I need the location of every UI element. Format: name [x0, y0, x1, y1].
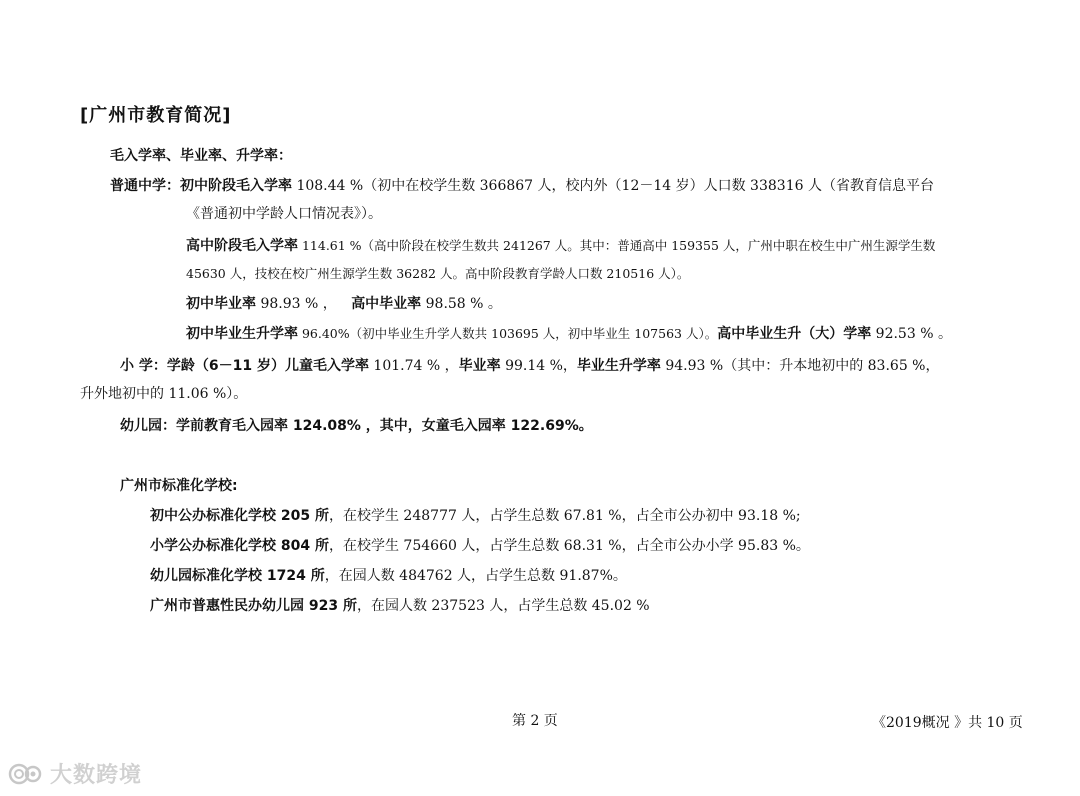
standard-row-text: ，在园人数 237523 人，占学生总数 45.02 % — [356, 598, 650, 614]
junior-promo-text: 96.40%（初中毕业生升学人数共 103695 人，初中毕业生 107563 人）。 — [298, 326, 718, 341]
standard-schools-heading: 广州市标准化学校: — [120, 478, 238, 494]
primary-label: 小 学： — [120, 358, 167, 374]
graduation-rates-line — [186, 294, 502, 314]
senior-grad-label: 高中毕业率 — [351, 296, 422, 312]
primary-promo-label: 毕业生升学率 — [576, 358, 661, 374]
standard-row — [150, 596, 650, 616]
junior-grad-value: 98.93 % ， — [256, 296, 337, 312]
junior-promo-label: 初中毕业生升学率 — [186, 326, 298, 342]
middle-school-label: 普通中学： — [110, 178, 180, 194]
standard-row-text: ，在校学生 754660 人，占学生总数 68.31 %，占全市公办小学 95.83 %。 — [328, 538, 810, 554]
primary-enroll-label: 学龄（6－11 岁）儿童毛入学率 — [166, 358, 369, 374]
watermark-text: 大数跨境 — [50, 763, 143, 788]
standard-row-label: 幼儿园标准化学校 1724 所 — [150, 568, 325, 584]
camera-lens-icon — [8, 761, 44, 787]
kindergarten-line — [120, 416, 593, 436]
primary-promo-text: 94.93 %（其中：升本地初中的 83.65 %， — [660, 358, 940, 374]
primary-grad-value: 99.14 %， — [500, 358, 577, 374]
standard-row-label: 广州市普惠性民办幼儿园 923 所 — [150, 598, 357, 614]
primary-enroll-value: 101.74 % ， — [368, 358, 459, 374]
senior-enroll-label: 高中阶段毛入学率 — [186, 238, 298, 254]
junior-grad-label: 初中毕业率 — [186, 296, 256, 312]
kindergarten-label: 幼儿园： — [120, 418, 176, 434]
senior-enroll-line-2: 45630 人，技校在校广州生源学生数 36282 人。高中阶段教育学龄人口数 210516 人）。 — [186, 266, 690, 281]
promotion-rates-line — [186, 324, 952, 344]
senior-enroll-line-1 — [186, 236, 935, 256]
standard-row — [150, 506, 801, 526]
middle-school-line-1 — [110, 176, 934, 196]
junior-enroll-text: 108.44 %（初中在校学生数 366867 人，校内外（12－14 岁）人口数 338316 人（省教育信息平台 — [292, 178, 934, 194]
standard-row-text: ，在园人数 484762 人，占学生总数 91.87%。 — [324, 568, 627, 584]
senior-promo-label: 高中毕业生升（大）学率 — [717, 326, 872, 342]
rates-heading: 毛入学率、毕业率、升学率： — [110, 148, 292, 164]
watermark — [8, 758, 142, 789]
primary-line-2: 升外地初中的 11.06 %）。 — [80, 386, 248, 402]
standard-row — [150, 536, 810, 556]
page-total: 《2019概况 》共 10 页 — [872, 715, 1023, 731]
junior-enroll-label: 初中阶段毛入学率 — [180, 178, 292, 194]
page-title: [广州市教育简况] — [80, 105, 232, 126]
standard-row — [150, 566, 627, 586]
senior-grad-value: 98.58 % 。 — [421, 296, 502, 312]
senior-promo-value: 92.53 % 。 — [871, 326, 952, 342]
standard-row-text: ，在校学生 248777 人，占学生总数 67.81 %，占全市公办初中 93.18 %; — [328, 508, 801, 524]
primary-line-1 — [120, 356, 940, 376]
middle-school-line-2: 《普通初中学龄人口情况表》）。 — [186, 206, 382, 222]
primary-grad-label: 毕业率 — [458, 358, 501, 374]
kindergarten-text: 学前教育毛入园率 124.08% ，其中，女童毛入园率 122.69%。 — [176, 418, 593, 434]
standard-row-label: 初中公办标准化学校 205 所 — [150, 508, 329, 524]
senior-enroll-text: 114.61 %（高中阶段在校学生数共 241267 人。其中：普通高中 159355 人，广州中职在校生中广州生源学生数 — [298, 238, 936, 253]
page-number: 第 2 页 — [512, 713, 558, 729]
standard-row-label: 小学公办标准化学校 804 所 — [150, 538, 329, 554]
